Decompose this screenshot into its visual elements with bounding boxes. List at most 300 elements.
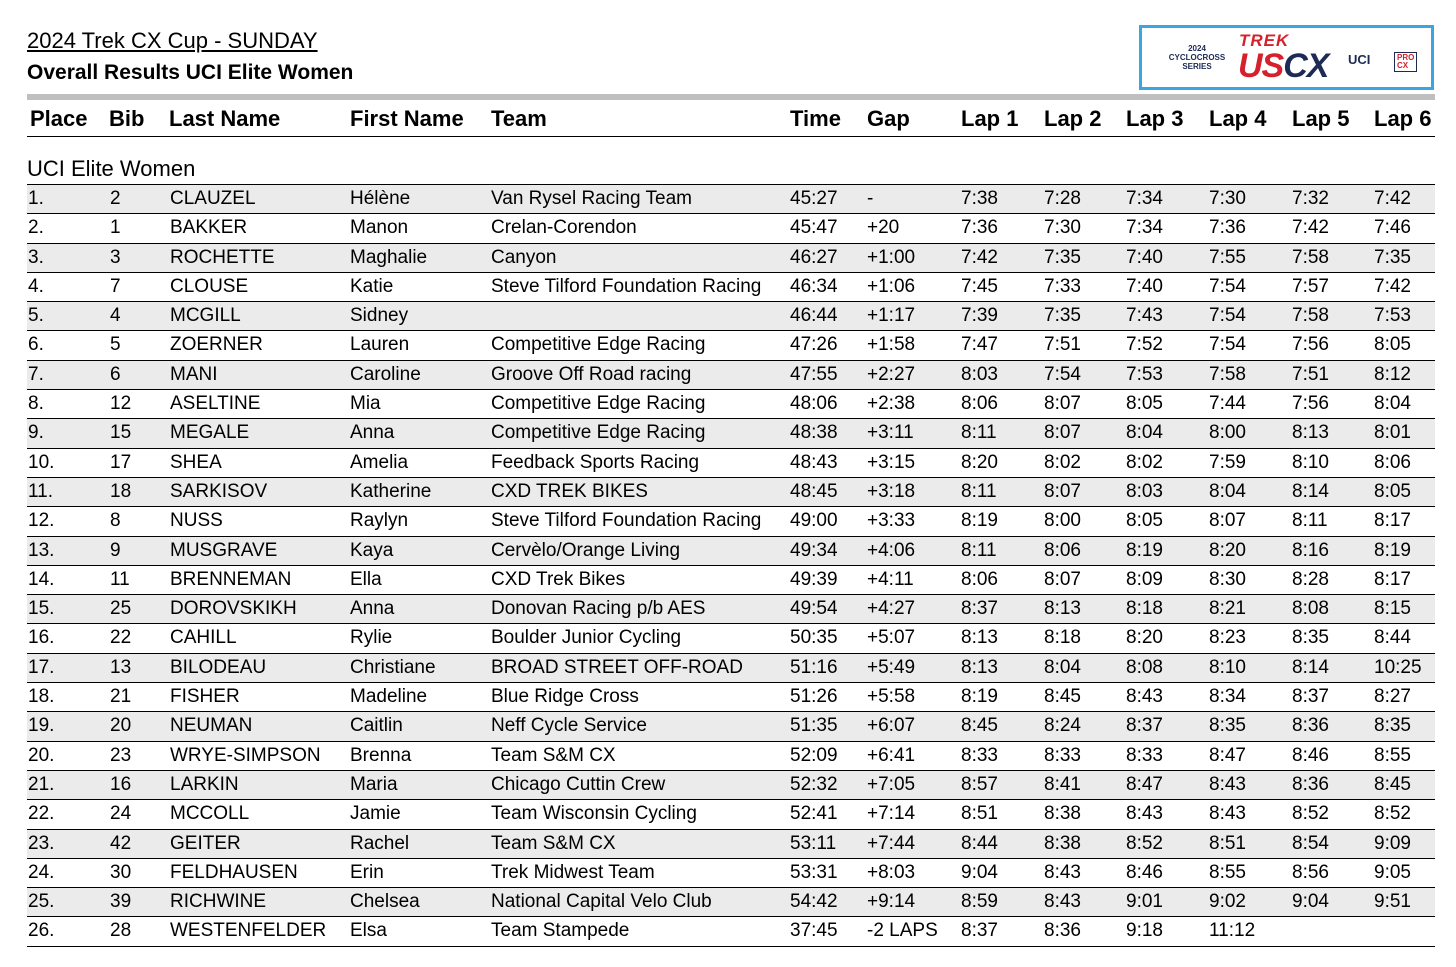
cell-lap1: 8:06 [961, 393, 998, 415]
cell-lap4: 8:04 [1209, 480, 1246, 502]
header-underline [27, 136, 1435, 137]
cell-team: Competitive Edge Racing [491, 334, 706, 356]
cell-lap5: 7:56 [1292, 393, 1329, 415]
page-subtitle: Overall Results UCI Elite Women [27, 61, 354, 84]
logo-pro: PRO [1397, 53, 1415, 62]
cell-team: Steve Tilford Foundation Racing [491, 275, 762, 297]
table-row [27, 478, 1435, 507]
cell-first-name: Caitlin [350, 715, 403, 737]
cell-lap5: 8:36 [1292, 773, 1329, 795]
cell-first-name: Anna [350, 598, 395, 620]
cell-gap: +8:03 [867, 861, 916, 883]
cell-place: 18. [28, 686, 55, 708]
cell-place: 15. [28, 598, 55, 620]
cell-lap5: 8:16 [1292, 539, 1329, 561]
cell-first-name: Amelia [350, 451, 409, 473]
cell-first-name: Jamie [350, 803, 401, 825]
cell-gap: +20 [867, 217, 900, 239]
cell-time: 54:42 [790, 891, 838, 913]
cell-place: 5. [28, 305, 44, 327]
cell-last-name: NEUMAN [170, 715, 253, 737]
cell-gap: +2:38 [867, 393, 916, 415]
cell-lap1: 8:19 [961, 510, 998, 532]
cell-first-name: Christiane [350, 656, 436, 678]
results-table [27, 184, 1435, 947]
cell-lap5: 7:51 [1292, 363, 1329, 385]
cell-lap3: 8:04 [1126, 422, 1163, 444]
cell-lap2: 8:36 [1044, 920, 1081, 942]
cell-lap3: 8:05 [1126, 393, 1163, 415]
cell-team: Competitive Edge Racing [491, 422, 706, 444]
cell-bib: 2 [110, 188, 121, 209]
cell-gap: +7:44 [867, 832, 916, 854]
cell-team: Neff Cycle Service [491, 715, 647, 737]
cell-place: 12. [28, 510, 55, 532]
cell-team: Groove Off Road racing [491, 363, 692, 385]
cell-time: 52:09 [790, 744, 838, 766]
cell-lap4: 7:44 [1209, 393, 1246, 415]
column-header-team: Team [491, 106, 547, 131]
cell-lap6: 8:52 [1374, 803, 1411, 825]
cell-gap: +3:15 [867, 451, 916, 473]
cell-lap4: 8:43 [1209, 803, 1246, 825]
section-label: UCI Elite Women [27, 156, 196, 181]
cell-time: 48:38 [790, 422, 838, 444]
cell-last-name: BILODEAU [170, 656, 267, 678]
cell-lap3: 7:34 [1126, 188, 1163, 209]
cell-lap1: 8:37 [961, 920, 998, 942]
cell-first-name: Elsa [350, 920, 387, 942]
cell-last-name: BAKKER [170, 217, 248, 239]
cell-lap3: 8:43 [1126, 686, 1163, 708]
cell-lap6: 8:06 [1374, 451, 1411, 473]
cell-lap2: 8:24 [1044, 715, 1081, 737]
table-row [27, 712, 1435, 741]
cell-lap1: 8:11 [961, 480, 997, 502]
column-header-lap6: Lap 6 [1374, 106, 1432, 131]
cell-lap2: 7:30 [1044, 217, 1081, 239]
table-row [27, 595, 1435, 624]
logo-series-name: CYCLOCROSS [1168, 53, 1226, 62]
cell-place: 24. [28, 861, 55, 883]
cell-lap2: 7:51 [1044, 334, 1081, 356]
cell-lap6: 8:15 [1374, 598, 1411, 620]
cell-lap1: 8:13 [961, 627, 998, 649]
cell-lap3: 7:53 [1126, 363, 1163, 385]
cell-place: 26. [28, 920, 55, 942]
cell-place: 9. [28, 422, 44, 444]
cell-team: Canyon [491, 246, 557, 268]
cell-last-name: FISHER [170, 686, 240, 708]
cell-lap2: 8:07 [1044, 393, 1081, 415]
cell-time: 46:27 [790, 246, 838, 268]
table-row [27, 683, 1435, 712]
cell-bib: 23 [110, 744, 132, 766]
cell-lap1: 8:33 [961, 744, 998, 766]
column-header-first-name: First Name [350, 106, 464, 131]
cell-bib: 9 [110, 539, 121, 561]
cell-lap1: 7:36 [961, 217, 998, 239]
cell-bib: 21 [110, 686, 132, 708]
cell-lap1: 8:51 [961, 803, 998, 825]
cell-bib: 39 [110, 891, 132, 913]
logo-uci-text: UCI [1348, 52, 1371, 67]
cell-bib: 11 [110, 568, 130, 590]
cell-team: Chicago Cuttin Crew [491, 773, 666, 795]
cell-last-name: FELDHAUSEN [170, 861, 298, 883]
cell-lap4: 7:54 [1209, 305, 1246, 327]
cell-lap4: 8:47 [1209, 744, 1246, 766]
cell-lap3: 8:37 [1126, 715, 1163, 737]
cell-lap5: 7:57 [1292, 275, 1329, 297]
cell-time: 47:26 [790, 334, 838, 356]
cell-lap2: 8:43 [1044, 891, 1081, 913]
cell-lap5: 8:54 [1292, 832, 1329, 854]
cell-bib: 28 [110, 920, 132, 942]
logo-us: US [1238, 47, 1284, 85]
logo-procx-badge [1394, 52, 1417, 72]
cell-lap4: 8:51 [1209, 832, 1246, 854]
cell-place: 21. [28, 773, 55, 795]
cell-time: 49:34 [790, 539, 838, 561]
column-header-lap4: Lap 4 [1209, 106, 1267, 131]
cell-lap3: 8:33 [1126, 744, 1163, 766]
cell-gap: -2 LAPS [867, 920, 938, 942]
cell-place: 23. [28, 832, 55, 854]
cell-time: 51:35 [790, 715, 838, 737]
cell-lap3: 8:20 [1126, 627, 1163, 649]
cell-first-name: Erin [350, 861, 384, 883]
table-row [27, 244, 1435, 273]
cell-lap3: 8:03 [1126, 480, 1163, 502]
table-row [27, 800, 1435, 829]
cell-time: 45:47 [790, 217, 838, 239]
cell-lap2: 8:38 [1044, 832, 1081, 854]
cell-lap4: 9:02 [1209, 891, 1246, 913]
cell-lap2: 8:41 [1044, 773, 1081, 795]
cell-last-name: CLAUZEL [170, 188, 256, 209]
cell-place: 6. [28, 334, 44, 356]
column-header-last-name: Last Name [169, 106, 281, 131]
cell-lap6: 7:35 [1374, 246, 1411, 268]
cell-gap: +5:49 [867, 656, 916, 678]
cell-place: 13. [28, 539, 55, 561]
cell-bib: 17 [110, 451, 132, 473]
cell-last-name: NUSS [170, 510, 223, 532]
cell-lap4: 8:10 [1209, 656, 1246, 678]
cell-last-name: LARKIN [170, 773, 239, 795]
cell-lap6: 8:12 [1374, 363, 1411, 385]
logo-series-word: SERIES [1182, 62, 1212, 71]
cell-lap4: 8:00 [1209, 422, 1246, 444]
cell-place: 22. [28, 803, 55, 825]
cell-last-name: CLOUSE [170, 275, 249, 297]
cell-gap: +5:07 [867, 627, 916, 649]
cell-lap1: 8:11 [961, 539, 997, 561]
cell-lap3: 7:40 [1126, 246, 1163, 268]
cell-lap2: 7:35 [1044, 305, 1081, 327]
cell-bib: 18 [110, 480, 132, 502]
cell-place: 8. [28, 393, 44, 415]
cell-gap: +7:14 [867, 803, 916, 825]
cell-lap3: 7:40 [1126, 275, 1163, 297]
cell-lap6: 8:17 [1374, 568, 1411, 590]
table-row [27, 566, 1435, 595]
cell-lap5: 7:42 [1292, 217, 1329, 239]
cell-gap: +1:17 [867, 305, 916, 327]
cell-place: 10. [28, 451, 55, 473]
cell-lap4: 7:58 [1209, 363, 1246, 385]
cell-first-name: Brenna [350, 744, 412, 766]
cell-lap6: 7:42 [1374, 188, 1411, 209]
cell-first-name: Chelsea [350, 891, 420, 913]
cell-lap2: 8:33 [1044, 744, 1081, 766]
cell-team: Boulder Junior Cycling [491, 627, 682, 649]
cell-lap5: 7:56 [1292, 334, 1329, 356]
cell-lap6: 7:46 [1374, 217, 1411, 239]
cell-place: 17. [28, 656, 55, 678]
table-row [27, 331, 1435, 360]
cell-lap6: 8:35 [1374, 715, 1411, 737]
cell-last-name: ROCHETTE [170, 246, 275, 268]
cell-lap3: 8:05 [1126, 510, 1163, 532]
cell-gap: +4:11 [867, 568, 914, 590]
cell-last-name: WRYE-SIMPSON [170, 744, 321, 766]
cell-first-name: Manon [350, 217, 409, 239]
cell-lap3: 8:02 [1126, 451, 1163, 473]
cell-first-name: Maria [350, 773, 398, 795]
cell-lap4: 8:34 [1209, 686, 1246, 708]
cell-lap2: 8:07 [1044, 480, 1081, 502]
cell-first-name: Hélène [350, 188, 411, 209]
cell-team: Team S&M CX [491, 744, 616, 766]
column-header-place: Place [30, 106, 88, 131]
cell-lap4: 7:54 [1209, 334, 1246, 356]
table-row [27, 507, 1435, 536]
cell-team: Team Wisconsin Cycling [491, 803, 697, 825]
cell-time: 45:27 [790, 188, 838, 209]
cell-team: Cervèlo/Orange Living [491, 539, 681, 561]
cell-lap3: 8:18 [1126, 598, 1163, 620]
cell-time: 53:11 [790, 832, 837, 854]
cell-last-name: MCGILL [170, 305, 241, 327]
cell-lap2: 8:43 [1044, 861, 1081, 883]
cell-gap: +4:06 [867, 539, 916, 561]
cell-lap6: 8:05 [1374, 480, 1411, 502]
cell-time: 48:45 [790, 480, 838, 502]
cell-bib: 6 [110, 363, 121, 385]
logo-series-text [1164, 44, 1230, 71]
cell-first-name: Mia [350, 393, 381, 415]
cell-bib: 3 [110, 246, 121, 268]
cell-place: 11. [28, 480, 54, 502]
cell-place: 2. [28, 217, 44, 239]
cell-last-name: RICHWINE [170, 891, 267, 913]
cell-lap6: 8:55 [1374, 744, 1411, 766]
column-header-lap2: Lap 2 [1044, 106, 1102, 131]
cell-bib: 1 [110, 217, 121, 239]
cell-lap2: 8:00 [1044, 510, 1081, 532]
cell-bib: 30 [110, 861, 132, 883]
cell-lap4: 8:55 [1209, 861, 1246, 883]
table-row [27, 449, 1435, 478]
cell-first-name: Rylie [350, 627, 393, 649]
cell-time: 50:35 [790, 627, 838, 649]
cell-bib: 25 [110, 598, 132, 620]
cell-lap3: 8:08 [1126, 656, 1163, 678]
cell-last-name: GEITER [170, 832, 241, 854]
cell-bib: 15 [110, 422, 132, 444]
cell-lap4: 7:36 [1209, 217, 1246, 239]
cell-last-name: WESTENFELDER [170, 920, 327, 942]
cell-lap6: 8:44 [1374, 627, 1411, 649]
cell-team: Van Rysel Racing Team [491, 188, 693, 209]
cell-lap5: 8:11 [1292, 510, 1328, 532]
cell-time: 37:45 [790, 920, 838, 942]
logo-pro-cx: CX [1397, 61, 1409, 70]
cell-first-name: Rachel [350, 832, 410, 854]
logo-trek-text: TREK [1239, 31, 1290, 50]
cell-last-name: MANI [170, 363, 218, 385]
cell-lap1: 8:59 [961, 891, 998, 913]
cell-last-name: ASELTINE [170, 393, 261, 415]
cell-lap6: 8:19 [1374, 539, 1411, 561]
cell-last-name: MEGALE [170, 422, 250, 444]
cell-last-name: ZOERNER [170, 334, 263, 356]
cell-time: 52:32 [790, 773, 838, 795]
cell-bib: 16 [110, 773, 132, 795]
cell-lap2: 8:18 [1044, 627, 1081, 649]
cell-gap: +6:07 [867, 715, 916, 737]
cell-lap1: 7:47 [961, 334, 998, 356]
cell-lap4: 7:54 [1209, 275, 1246, 297]
cell-lap5: 8:35 [1292, 627, 1329, 649]
cell-lap6: 8:17 [1374, 510, 1411, 532]
cell-bib: 13 [110, 656, 132, 678]
cell-place: 19. [28, 715, 55, 737]
cell-lap6: 9:09 [1374, 832, 1411, 854]
cell-lap2: 7:28 [1044, 188, 1081, 209]
cell-lap3: 8:43 [1126, 803, 1163, 825]
cell-first-name: Maghalie [350, 246, 428, 268]
cell-lap5: 7:32 [1292, 188, 1329, 209]
cell-time: 49:54 [790, 598, 838, 620]
cell-lap2: 7:33 [1044, 275, 1081, 297]
cell-lap1: 8:03 [961, 363, 998, 385]
cell-bib: 5 [110, 334, 121, 356]
cell-first-name: Ella [350, 568, 382, 590]
cell-gap: +5:58 [867, 686, 916, 708]
cell-lap5: 8:14 [1292, 656, 1329, 678]
cell-gap: +7:05 [867, 773, 916, 795]
column-header-lap3: Lap 3 [1126, 106, 1184, 131]
cell-lap1: 8:13 [961, 656, 998, 678]
cell-team: Trek Midwest Team [491, 861, 655, 883]
uscx-logo [1139, 25, 1434, 90]
cell-lap5: 7:58 [1292, 305, 1329, 327]
cell-bib: 22 [110, 627, 132, 649]
cell-first-name: Raylyn [350, 510, 409, 532]
cell-team: Crelan-Corendon [491, 217, 637, 239]
cell-gap: - [867, 188, 874, 209]
cell-last-name: CAHILL [170, 627, 237, 649]
cell-gap: +9:14 [867, 891, 916, 913]
cell-lap5: 8:36 [1292, 715, 1329, 737]
cell-first-name: Sidney [350, 305, 409, 327]
cell-lap1: 8:20 [961, 451, 998, 473]
cell-lap1: 8:57 [961, 773, 998, 795]
cell-gap: +3:18 [867, 480, 916, 502]
table-row [27, 419, 1435, 448]
cell-lap3: 7:43 [1126, 305, 1163, 327]
cell-lap1: 7:38 [961, 188, 998, 209]
cell-first-name: Madeline [350, 686, 428, 708]
cell-time: 51:16 [790, 656, 838, 678]
page-title: 2024 Trek CX Cup - SUNDAY [27, 28, 318, 53]
cell-bib: 42 [110, 832, 132, 854]
table-row [27, 273, 1435, 302]
cell-first-name: Caroline [350, 363, 421, 385]
cell-lap3: 7:34 [1126, 217, 1163, 239]
table-row [27, 654, 1435, 683]
cell-team: Steve Tilford Foundation Racing [491, 510, 762, 532]
column-header-lap1: Lap 1 [961, 106, 1019, 131]
cell-lap3: 8:47 [1126, 773, 1163, 795]
cell-team: Feedback Sports Racing [491, 451, 700, 473]
cell-lap5: 8:13 [1292, 422, 1329, 444]
cell-gap: +1:00 [867, 246, 916, 268]
cell-time: 51:26 [790, 686, 838, 708]
cell-lap1: 9:04 [961, 861, 998, 883]
cell-bib: 20 [110, 715, 132, 737]
cell-lap4: 8:21 [1209, 598, 1246, 620]
cell-lap2: 8:06 [1044, 539, 1081, 561]
cell-lap4: 8:43 [1209, 773, 1246, 795]
cell-lap1: 7:45 [961, 275, 998, 297]
cell-lap2: 8:45 [1044, 686, 1081, 708]
cell-lap4: 11:12 [1209, 920, 1256, 942]
cell-lap4: 8:23 [1209, 627, 1246, 649]
cell-team: National Capital Velo Club [491, 891, 712, 913]
cell-lap3: 9:18 [1126, 920, 1163, 942]
header-divider-bar [27, 94, 1435, 100]
cell-last-name: SARKISOV [170, 480, 268, 502]
cell-lap4: 8:07 [1209, 510, 1246, 532]
cell-lap3: 7:52 [1126, 334, 1163, 356]
cell-lap2: 8:02 [1044, 451, 1081, 473]
cell-gap: +6:41 [867, 744, 916, 766]
cell-time: 53:31 [790, 861, 838, 883]
column-header-time: Time [790, 106, 841, 131]
table-row [27, 859, 1435, 888]
cell-team: CXD Trek Bikes [491, 568, 626, 590]
logo-uscx-mark [1238, 48, 1328, 84]
table-row [27, 624, 1435, 653]
column-header-lap5: Lap 5 [1292, 106, 1350, 131]
cell-lap4: 7:30 [1209, 188, 1246, 209]
cell-time: 48:43 [790, 451, 838, 473]
cell-time: 52:41 [790, 803, 838, 825]
cell-gap: +1:58 [867, 334, 916, 356]
table-row [27, 184, 1435, 214]
cell-lap2: 8:04 [1044, 656, 1081, 678]
cell-lap1: 8:45 [961, 715, 998, 737]
cell-place: 4. [28, 275, 44, 297]
cell-lap2: 8:07 [1044, 422, 1081, 444]
cell-lap2: 7:54 [1044, 363, 1081, 385]
cell-gap: +4:27 [867, 598, 916, 620]
cell-lap6: 8:01 [1374, 422, 1411, 444]
